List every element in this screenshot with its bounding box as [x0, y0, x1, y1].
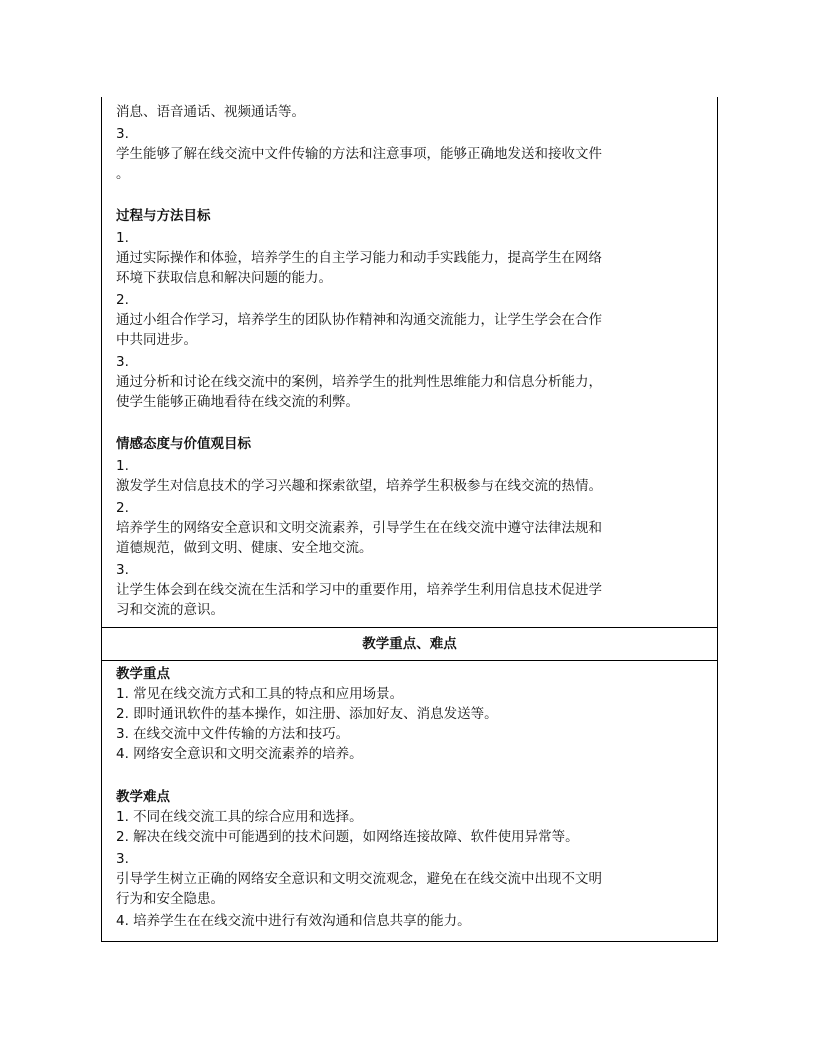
- key-difficult-points-cell: [102, 661, 717, 941]
- process-item-2-line-2: 中共同进步。: [116, 332, 197, 348]
- key-point-item: 4. 网络安全意识和文明交流素养的培养。: [116, 746, 363, 762]
- difficulty-item-3-number: 3.: [116, 851, 129, 867]
- key-points-heading: 教学重点: [116, 666, 170, 682]
- process-item-3-number: 3.: [116, 354, 129, 370]
- knowledge-item-3-number: 3.: [116, 126, 129, 142]
- difficulty-item-4: 4. 培养学生在在线交流中进行有效沟通和信息共享的能力。: [116, 913, 471, 929]
- emotion-item-2-number: 2.: [116, 500, 129, 516]
- key-point-item: 1. 常见在线交流方式和工具的特点和应用场景。: [116, 686, 404, 702]
- key-point-item: 2. 即时通讯软件的基本操作，如注册、添加好友、消息发送等。: [116, 706, 498, 722]
- difficulty-item-2: 2. 解决在线交流中可能遇到的技术问题，如网络连接故障、软件使用异常等。: [116, 829, 579, 845]
- emotion-item-2-line-2: 道德规范，做到文明、健康、安全地交流。: [116, 540, 373, 556]
- emotion-item-1-number: 1.: [116, 458, 129, 474]
- key-points-header-row: [102, 628, 717, 661]
- process-item-1-number: 1.: [116, 230, 129, 246]
- knowledge-item-3-text: 学生能够了解在线交流中文件传输的方法和注意事项，能够正确地发送和接收文件: [116, 146, 602, 162]
- difficulty-item-3-line-2: 行为和安全隐患。: [116, 891, 224, 907]
- emotion-values-heading: 情感态度与价值观目标: [116, 436, 251, 452]
- key-point-item: 3. 在线交流中文件传输的方法和技巧。: [116, 726, 350, 742]
- emotion-item-3-line-1: 让学生体会到在线交流在生活和学习中的重要作用，培养学生利用信息技术促进学: [116, 582, 602, 598]
- difficulty-heading: 教学难点: [116, 789, 170, 805]
- knowledge-item-3-tail: 。: [116, 166, 130, 182]
- difficulty-item-3-line-1: 引导学生树立正确的网络安全意识和文明交流观念，避免在在线交流中出现不文明: [116, 871, 602, 887]
- process-item-3-line-1: 通过分析和讨论在线交流中的案例，培养学生的批判性思维能力和信息分析能力，: [116, 374, 602, 390]
- emotion-item-2-line-1: 培养学生的网络安全意识和文明交流素养，引导学生在在线交流中遵守法律法规和: [116, 520, 602, 536]
- continuation-line: 消息、语音通话、视频通话等。: [116, 104, 305, 120]
- process-item-2-number: 2.: [116, 292, 129, 308]
- difficulty-item-1: 1. 不同在线交流工具的综合应用和选择。: [116, 809, 363, 825]
- process-method-heading: 过程与方法目标: [116, 208, 211, 224]
- process-item-3-line-2: 使学生能够正确地看待在线交流的利弊。: [116, 394, 359, 410]
- objectives-cell: [102, 97, 717, 628]
- lesson-plan-table: [101, 97, 718, 942]
- emotion-item-3-number: 3.: [116, 562, 129, 578]
- process-item-1-line-2: 环境下获取信息和解决问题的能力。: [116, 270, 332, 286]
- process-item-2-line-1: 通过小组合作学习，培养学生的团队协作精神和沟通交流能力，让学生学会在合作: [116, 312, 602, 328]
- emotion-item-3-line-2: 习和交流的意识。: [116, 602, 224, 618]
- key-points-header-title: 教学重点、难点: [362, 636, 457, 652]
- process-item-1-line-1: 通过实际操作和体验，培养学生的自主学习能力和动手实践能力，提高学生在网络: [116, 250, 602, 266]
- emotion-item-1-line-1: 激发学生对信息技术的学习兴趣和探索欲望，培养学生积极参与在线交流的热情。: [116, 478, 602, 494]
